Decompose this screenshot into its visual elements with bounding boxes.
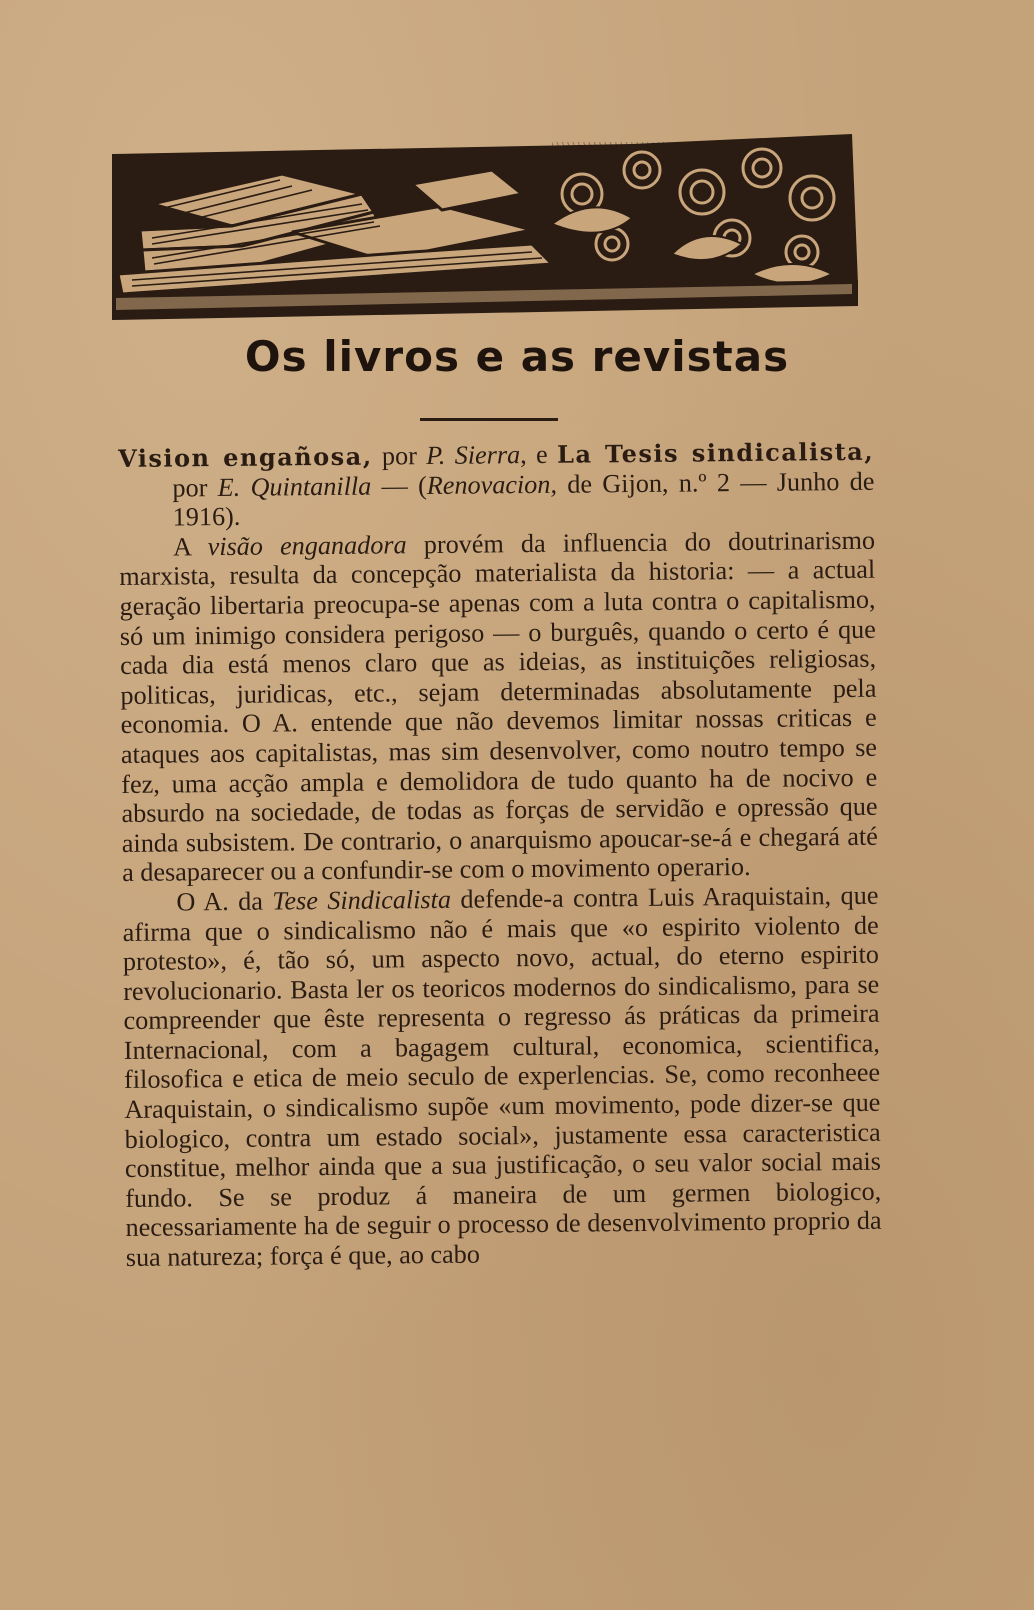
paragraph-2 [122,881,882,1273]
citation-and: , e [520,439,558,470]
paragraph-2-term: Tese Sindicalista [272,884,452,916]
citation-by-1: por [372,441,427,471]
paragraph-1 [119,526,878,888]
citation-dash: — ( [371,470,427,501]
paragraph-2-lead: O A. da [176,886,273,917]
review-citation [118,437,875,533]
book-title-2: La Tesis sindicalista, [556,436,875,469]
article-body [118,437,882,1273]
books-and-roses-vignette [112,134,858,320]
paragraph-2-text: defende-a contra Luis Araquistain, que afirma que o sindicalismo não é mais que «o espirito violento de protesto», é, tão só, um aspecto novo, actual, do eterno espirito revolucionario. Basta ler os teoricos modernos do sindicalismo, para se compreender que êste representa o regresso ás práticas da primeira Internacional, com a bagagem cultural, economica, scientifica, filosofica e etica de meio seculo de experlencias. Se, como reconheee Araquistain, o sindicalismo supõe «um movimento, pode dizer-se que biologico, contra um estado social», justamente essa caracteristica constitue, melhor ainda que a sua justificação, o seu valor social mais fundo. Se se produz á maneira de um germen biologico, necessariamente ha de seguir o processo de desenvolvimento proprio da sua natureza; força é que, ao cabo [122,880,882,1272]
paragraph-1-term: visão enganadora [207,530,407,561]
vignette-illustration-icon [112,134,858,320]
citation-by-2: por [172,472,218,503]
author-name-2: E. Quintanilla [217,471,372,502]
title-divider [420,418,558,421]
paragraph-1-text: provém da influencia do doutrinarismo marxista, resulta da concepção materialista da historia: — a actual geração libertaria preocupa-se apenas com a luta contra o capitalismo, só um inimigo considera perigoso — o burguês, quando o certo é que cada dia está menos claro que as ideias, as instituições religiosas, politicas, juridicas, etc., sejam determinadas absolutamente pela economia. O A. entende que não devemos limitar nossas criticas e ataques aos capitalistas, mas sim desenvolver, como noutro tempo se fez, uma acção ampla e demolidora de tudo quanto ha de nocivo e absurdo na sociedade, de todas as forças de servidão e opressão que ainda subsistem. De contrario, o anarquismo apoucar-se-á e chegará até a desaparecer ou a confundir-se com o movimento operario. [119,525,878,888]
book-title-1: Vision engañosa, [118,441,373,473]
author-name-1: P. Sierra [426,440,521,471]
page-title: Os livros e as revistas [244,332,790,381]
paragraph-1-lead: A [172,531,208,562]
citation-source: de Gijon, n.º 2 — Junho de 1916). [172,466,875,532]
journal-name: Renovacion, [426,469,558,500]
